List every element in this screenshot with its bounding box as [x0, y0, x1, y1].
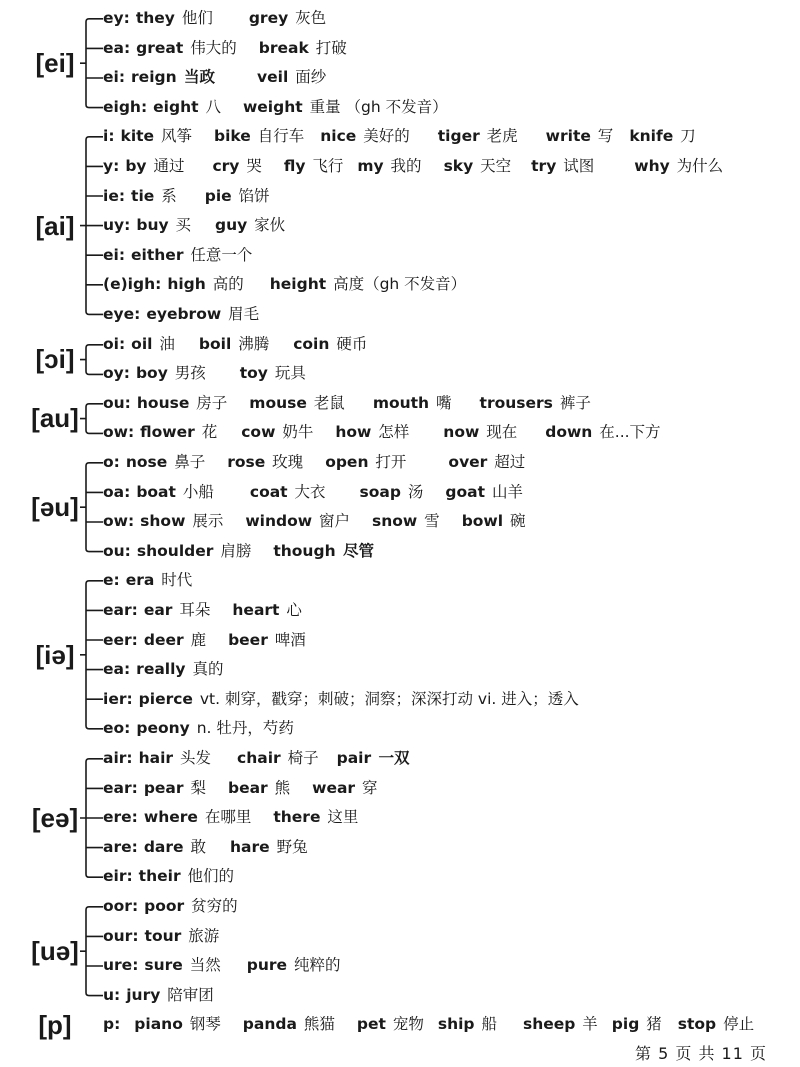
page-number: 第 5 页 共 11 页 — [635, 1044, 767, 1063]
word-meaning: 纯粹的 — [289, 956, 341, 975]
example-word: veil — [257, 68, 289, 87]
spelling-row — [103, 862, 234, 891]
spelling-pattern: ea: — [103, 38, 131, 57]
word-meaning: 羊 — [577, 1015, 598, 1034]
spelling-pattern: oy: — [103, 364, 130, 383]
spelling-pattern: ei: — [103, 245, 126, 264]
spelling-row — [103, 892, 238, 921]
spelling-pattern: uy: — [103, 216, 131, 235]
example-word: oil — [131, 334, 153, 353]
phoneme-label: [uə] — [31, 936, 79, 967]
spelling-pattern: eye: — [103, 304, 141, 323]
word-meaning: 他们 — [176, 9, 213, 27]
example-word: they — [135, 9, 175, 27]
spelling-row — [103, 981, 214, 1010]
phoneme-group — [0, 1010, 800, 1040]
example-word: knife — [629, 127, 674, 146]
spelling-pattern: ie: — [103, 186, 126, 205]
phoneme-group — [0, 122, 800, 329]
example-word: house — [136, 393, 190, 412]
example-word: either — [131, 245, 184, 264]
example-word: snow — [372, 512, 418, 531]
spelling-pattern: oi: — [103, 334, 126, 353]
word-meaning: 老虎 — [481, 127, 518, 146]
word-meaning: 为什么 — [671, 156, 724, 175]
example-word: pierce — [138, 689, 193, 708]
spelling-pattern: oa: — [103, 482, 131, 501]
word-meaning: 穿 — [357, 778, 378, 797]
example-word: heart — [232, 600, 280, 619]
word-meaning: 伟大的 — [185, 38, 237, 57]
spelling-pattern: u: — [103, 985, 121, 1004]
spelling-row — [103, 63, 326, 92]
spelling-pattern: ow: — [103, 423, 135, 442]
word-meaning: 高的 — [207, 275, 244, 294]
example-word: bear — [227, 778, 268, 797]
spelling-pattern: eo: — [103, 719, 131, 738]
example-word: tie — [131, 186, 155, 205]
example-word: mouse — [249, 393, 307, 412]
example-word: hair — [138, 749, 174, 767]
spelling-row — [103, 418, 661, 447]
phoneme-label: [p] — [38, 1010, 72, 1041]
spelling-row — [103, 507, 526, 536]
spelling-pattern: ear: — [103, 600, 138, 619]
example-word: panda — [242, 1015, 297, 1034]
spelling-row — [103, 122, 696, 151]
example-word: there — [273, 808, 321, 827]
example-word: sky — [443, 156, 474, 175]
word-meaning: 大衣 — [289, 482, 326, 501]
word-meaning: 汤 — [402, 482, 424, 501]
brace-line — [78, 566, 104, 744]
example-word: wear — [312, 778, 356, 797]
example-word: flower — [140, 423, 195, 442]
spelling-row — [103, 152, 723, 181]
phoneme-group — [0, 566, 800, 744]
word-meaning: 眉毛 — [223, 304, 260, 323]
word-meaning: 碗 — [505, 512, 526, 531]
word-meaning: 鹿 — [185, 630, 207, 649]
word-meaning: 硬币 — [331, 334, 368, 353]
phoneme-label: [iə] — [35, 640, 75, 671]
spelling-row — [103, 655, 223, 684]
example-word: boil — [198, 334, 232, 353]
example-word: great — [136, 38, 184, 57]
word-meaning: 天空 — [475, 156, 512, 175]
spelling-pattern: e: — [103, 571, 120, 590]
example-word: weight — [242, 97, 303, 116]
brace-line — [78, 744, 104, 892]
example-word: open — [325, 453, 369, 471]
word-meaning: 超过 — [489, 453, 526, 471]
word-meaning: 时代 — [156, 571, 193, 590]
word-meaning: 椅子 — [282, 749, 319, 767]
word-meaning: 尽管 — [337, 541, 375, 560]
example-word: really — [136, 660, 186, 679]
example-word: beer — [228, 630, 268, 649]
word-meaning: 船 — [476, 1015, 497, 1034]
word-meaning: 这里 — [322, 808, 359, 827]
word-meaning: 飞行 — [307, 156, 344, 175]
example-word: rose — [227, 453, 266, 471]
word-meaning: 旅游 — [183, 926, 220, 945]
example-word: trousers — [479, 393, 553, 412]
example-word: eyebrow — [146, 304, 222, 323]
word-meaning: 当然 — [184, 956, 221, 975]
spelling-pattern: (e)igh: — [103, 275, 162, 294]
spelling-pattern: ow: — [103, 512, 135, 531]
word-meaning: 当政 — [178, 68, 216, 87]
example-word: height — [269, 275, 327, 294]
example-word: kite — [120, 127, 155, 146]
example-word: coin — [293, 334, 330, 353]
word-meaning: vt. 刺穿，戳穿；刺破；洞察；深深打动 vi. 进入；透入 — [194, 689, 579, 708]
brace-line — [78, 122, 104, 329]
spelling-row — [103, 566, 192, 595]
phoneme-label: [eə] — [31, 803, 79, 833]
spelling-pattern: eer: — [103, 630, 138, 649]
word-meaning: 哭 — [241, 156, 262, 175]
spelling-pattern: i: — [103, 127, 115, 146]
word-meaning: 灰色 — [290, 9, 327, 27]
example-word: how — [335, 423, 372, 442]
word-meaning: 窗户 — [314, 512, 351, 531]
example-word: chair — [237, 749, 281, 767]
spelling-pattern: ou: — [103, 541, 131, 560]
example-word: window — [245, 512, 313, 531]
example-word: sheep — [522, 1015, 576, 1034]
word-meaning: 奶牛 — [277, 423, 314, 442]
spelling-row — [103, 93, 448, 122]
word-meaning: 写 — [592, 127, 614, 146]
word-meaning: 高度（gh 不发音） — [328, 275, 467, 294]
word-meaning: 他们的 — [182, 867, 235, 886]
example-word: sure — [144, 956, 183, 975]
spelling-pattern: are: — [103, 837, 138, 856]
word-meaning: 贫穷的 — [186, 897, 238, 915]
word-meaning: 男孩 — [169, 364, 206, 383]
example-word: coat — [249, 482, 288, 501]
word-meaning: 心 — [281, 600, 302, 619]
example-word: pig — [611, 1015, 640, 1034]
example-word: hare — [229, 837, 270, 856]
word-meaning: 啤酒 — [269, 630, 306, 649]
example-word: poor — [144, 897, 185, 915]
word-meaning: 小船 — [177, 482, 214, 501]
word-meaning: 玫瑰 — [267, 453, 304, 471]
word-meaning: 猪 — [641, 1015, 662, 1034]
spelling-pattern: o: — [103, 453, 120, 471]
word-meaning: 野兔 — [271, 837, 308, 856]
spelling-row — [103, 4, 326, 33]
example-word: nice — [320, 127, 357, 146]
example-word: peony — [136, 719, 190, 738]
spelling-row — [103, 537, 374, 566]
spelling-row — [103, 330, 367, 359]
spelling-row — [103, 951, 340, 980]
example-word: nose — [125, 453, 168, 471]
example-word: cow — [241, 423, 276, 442]
example-word: ship — [437, 1015, 475, 1034]
word-meaning: 通过 — [148, 156, 185, 175]
example-word: pet — [356, 1015, 386, 1034]
word-meaning: 任意一个 — [185, 245, 253, 264]
brace-line — [78, 892, 104, 1010]
word-meaning: 在哪里 — [199, 808, 252, 827]
spelling-row — [103, 34, 347, 63]
spelling-pattern: ea: — [103, 660, 131, 679]
word-meaning: 头发 — [175, 749, 212, 767]
spelling-row — [103, 182, 270, 211]
brace-line — [78, 4, 104, 122]
example-word: dare — [143, 837, 184, 856]
example-word: pure — [246, 956, 288, 975]
spelling-row — [103, 389, 591, 418]
spelling-row — [103, 596, 302, 625]
phoneme-group — [0, 330, 800, 389]
phoneme-group — [0, 389, 800, 448]
word-meaning: 梨 — [185, 778, 206, 797]
phoneme-label: [ɔi] — [35, 344, 75, 375]
example-word: break — [258, 38, 309, 57]
word-meaning: 熊 — [269, 778, 291, 797]
word-meaning: 雪 — [419, 512, 440, 531]
word-meaning: 花 — [196, 423, 218, 442]
phoneme-group — [0, 744, 800, 892]
spelling-pattern: oor: — [103, 897, 139, 915]
example-word: tiger — [437, 127, 480, 146]
spelling-row — [103, 626, 306, 655]
example-word: goat — [445, 482, 486, 501]
spelling-row — [103, 833, 308, 862]
example-word: jury — [126, 985, 161, 1004]
word-meaning: 裤子 — [554, 393, 591, 412]
word-meaning: 熊猫 — [298, 1015, 335, 1034]
example-word: stop — [677, 1015, 717, 1034]
word-meaning: 肩膀 — [215, 541, 252, 560]
example-word: where — [143, 808, 198, 827]
word-meaning: 馅饼 — [233, 186, 270, 205]
phoneme-group — [0, 448, 800, 566]
brace-line — [78, 389, 104, 448]
example-word: write — [545, 127, 591, 146]
word-meaning: 宠物 — [387, 1015, 424, 1034]
example-word: boy — [135, 364, 168, 383]
word-meaning: 嘴 — [431, 393, 452, 412]
spelling-row — [103, 300, 259, 329]
example-word: shoulder — [136, 541, 214, 560]
spelling-pattern: ei: — [103, 68, 126, 87]
example-word: show — [140, 512, 186, 531]
example-word: why — [634, 156, 670, 175]
word-meaning: 系 — [156, 186, 177, 205]
word-meaning: 山羊 — [487, 482, 523, 501]
phoneme-group — [0, 892, 800, 1010]
spelling-row — [103, 270, 466, 299]
word-meaning: 敢 — [185, 837, 206, 856]
example-word: their — [138, 867, 181, 886]
spelling-pattern: our: — [103, 926, 139, 945]
word-meaning: 买 — [170, 216, 192, 235]
spelling-row — [103, 803, 358, 832]
spelling-row — [103, 744, 410, 773]
word-meaning: 现在 — [481, 423, 518, 442]
spelling-row — [103, 1010, 754, 1039]
spelling-pattern: air: — [103, 749, 133, 767]
word-meaning: 面纱 — [290, 68, 327, 87]
example-word: down — [545, 423, 593, 442]
phoneme-label: [au] — [31, 403, 79, 434]
word-meaning: 风筝 — [156, 127, 192, 146]
spelling-row — [103, 448, 525, 477]
word-meaning: 玩具 — [269, 364, 306, 383]
word-meaning: 沸腾 — [233, 334, 270, 353]
example-word: over — [448, 453, 488, 471]
spelling-pattern: eir: — [103, 867, 133, 886]
spelling-pattern: ure: — [103, 956, 139, 975]
word-meaning: 停止 — [718, 1015, 755, 1034]
example-word: toy — [239, 364, 268, 383]
example-word: grey — [248, 9, 289, 27]
word-meaning: 美好的 — [358, 127, 410, 146]
example-word: deer — [143, 630, 184, 649]
word-meaning: 试图 — [558, 156, 595, 175]
word-meaning: 在...下方 — [594, 423, 661, 442]
example-word: my — [357, 156, 384, 175]
example-word: fly — [283, 156, 306, 175]
spelling-row — [103, 774, 378, 803]
example-word: eight — [153, 97, 199, 116]
word-meaning: 房子 — [191, 393, 228, 412]
example-word: tour — [144, 926, 182, 945]
phoneme-label: [əu] — [31, 492, 79, 523]
word-meaning: 耳朵 — [174, 600, 211, 619]
example-word: pair — [336, 749, 372, 767]
word-meaning: 八 — [200, 97, 221, 116]
spelling-pattern: ou: — [103, 393, 131, 412]
example-word: now — [443, 423, 480, 442]
spelling-pattern: y: — [103, 156, 120, 175]
word-meaning: 重量 （gh 不发音） — [304, 97, 448, 116]
word-meaning: 油 — [154, 334, 175, 353]
word-meaning: 一双 — [373, 749, 410, 767]
word-meaning: 打破 — [310, 38, 347, 57]
example-word: high — [167, 275, 206, 294]
spelling-pattern: ere: — [103, 808, 138, 827]
phoneme-label: [ei] — [35, 48, 75, 79]
word-meaning: 老鼠 — [308, 393, 345, 412]
example-word: soap — [359, 482, 401, 501]
brace-line — [78, 448, 104, 566]
example-word: try — [531, 156, 557, 175]
example-word: ear — [143, 600, 173, 619]
example-word: pie — [204, 186, 232, 205]
word-meaning: 展示 — [187, 512, 224, 531]
spelling-row — [103, 714, 294, 743]
example-word: reign — [131, 68, 177, 87]
spelling-pattern: eigh: — [103, 97, 148, 116]
spelling-pattern: ier: — [103, 689, 133, 708]
example-word: piano — [134, 1015, 183, 1034]
brace-line — [78, 330, 104, 389]
example-word: though — [273, 541, 336, 560]
example-word: mouth — [372, 393, 430, 412]
example-word: by — [125, 156, 147, 175]
spelling-row — [103, 211, 285, 240]
spelling-pattern: p: — [103, 1015, 121, 1034]
example-word: guy — [215, 216, 248, 235]
word-meaning: 钢琴 — [184, 1015, 221, 1034]
word-meaning: 真的 — [187, 660, 224, 679]
word-meaning: n. 牡丹，芍药 — [191, 719, 294, 738]
example-word: bowl — [461, 512, 504, 531]
spelling-row — [103, 922, 219, 951]
word-meaning: 家伙 — [249, 216, 286, 235]
example-word: era — [125, 571, 155, 590]
word-meaning: 鼻子 — [169, 453, 206, 471]
spelling-row — [103, 241, 252, 270]
word-meaning: 刀 — [675, 127, 696, 146]
word-meaning: 怎样 — [373, 423, 410, 442]
word-meaning: 打开 — [370, 453, 407, 471]
word-meaning: 我的 — [385, 156, 422, 175]
spelling-pattern: ear: — [103, 778, 138, 797]
example-word: buy — [136, 216, 169, 235]
spelling-pattern: ey: — [103, 9, 130, 27]
spelling-row — [103, 685, 579, 714]
spelling-row — [103, 478, 523, 507]
example-word: pear — [143, 778, 184, 797]
example-word: bike — [214, 127, 251, 146]
example-word: boat — [136, 482, 176, 501]
phoneme-label: [ai] — [35, 210, 75, 241]
word-meaning: 陪审团 — [162, 985, 214, 1004]
word-meaning: 自行车 — [252, 127, 305, 146]
spelling-row — [103, 359, 306, 388]
phoneme-group — [0, 4, 800, 122]
example-word: cry — [212, 156, 240, 175]
